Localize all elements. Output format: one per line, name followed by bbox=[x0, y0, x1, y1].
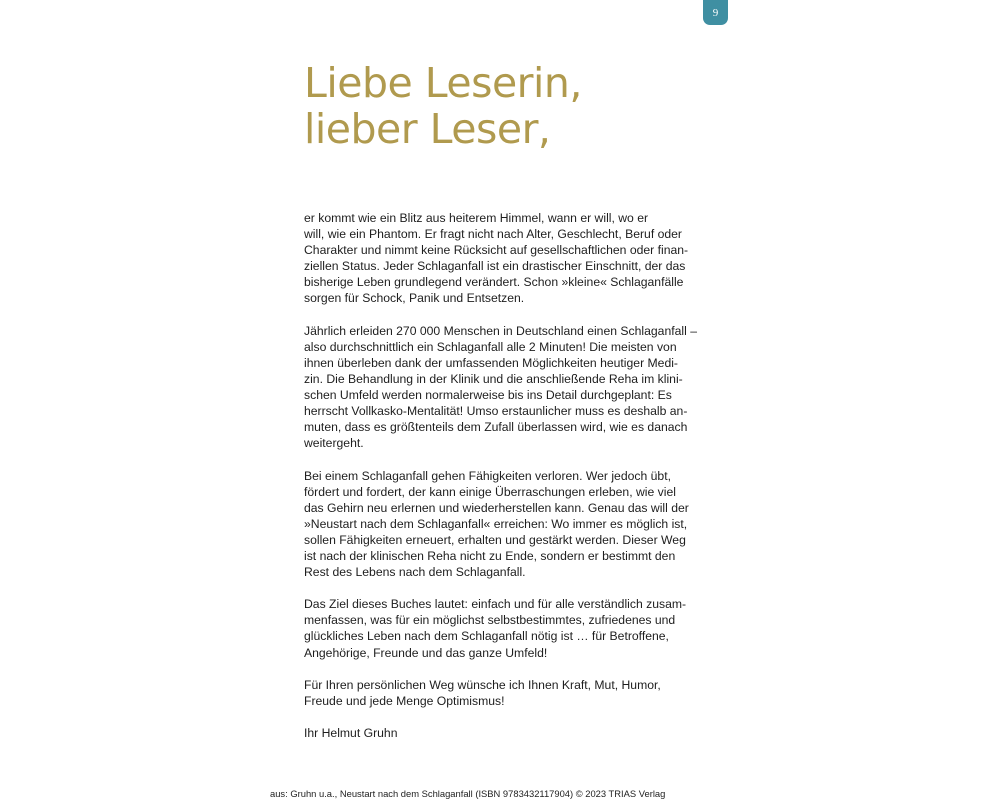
text-line: ist nach der klinischen Reha nicht zu Ende, sondern er bestimmt den bbox=[304, 548, 676, 563]
text-line: menfassen, was für ein möglichst selbstbestimmtes, zufriedenes und bbox=[304, 613, 676, 628]
letter-body bbox=[304, 210, 696, 741]
text-line: Angehörige, Freunde und das ganze Umfeld! bbox=[304, 645, 548, 660]
text-line: das Gehirn neu erlernen und wiederherstellen kann. Genau das will der bbox=[304, 500, 689, 515]
text-line: Jährlich erleiden 270 000 Menschen in Deutschland einen Schlaganfall – bbox=[304, 323, 697, 338]
text-line: ihnen überleben dank der umfassenden Möglichkeiten heutiger Medi- bbox=[304, 355, 678, 370]
source-citation: aus: Gruhn u.a., Neustart nach dem Schlaganfall (ISBN 9783432117904) © 2023 TRIAS Verlag bbox=[270, 788, 666, 799]
title-line-2: lieber Leser, bbox=[304, 105, 551, 153]
page-number-badge: 9 bbox=[703, 0, 728, 25]
text-line: Rest des Lebens nach dem Schlaganfall. bbox=[304, 565, 526, 580]
page-title bbox=[304, 60, 582, 152]
paragraph-3 bbox=[304, 468, 696, 581]
text-line: Freude und jede Menge Optimismus! bbox=[304, 693, 505, 708]
text-line: »Neustart nach dem Schlaganfall« erreichen: Wo immer es möglich ist, bbox=[304, 516, 688, 531]
text-line: ziellen Status. Jeder Schlaganfall ist ein drastischer Einschnitt, der das bbox=[304, 259, 686, 274]
text-line: herrscht Vollkasko-Mentalität! Umso erstaunlicher muss es deshalb an- bbox=[304, 404, 688, 419]
paragraph-5 bbox=[304, 677, 696, 709]
text-line: Das Ziel dieses Buches lautet: einfach und für alle verständlich zusam- bbox=[304, 597, 687, 612]
text-line: Für Ihren persönlichen Weg wünsche ich Ihnen Kraft, Mut, Humor, bbox=[304, 677, 661, 692]
text-line: will, wie ein Phantom. Er fragt nicht nach Alter, Geschlecht, Beruf oder bbox=[304, 227, 682, 242]
paragraph-4 bbox=[304, 596, 696, 660]
text-line: weitergeht. bbox=[304, 436, 364, 451]
paragraph-2 bbox=[304, 323, 696, 452]
text-line: fördert und fordert, der kann einige Überraschungen erleben, wie viel bbox=[304, 484, 676, 499]
text-line: glückliches Leben nach dem Schlaganfall nötig ist … für Betroffene, bbox=[304, 629, 669, 644]
text-line: also durchschnittlich ein Schlaganfall alle 2 Minuten! Die meisten von bbox=[304, 339, 677, 354]
text-line: bisherige Leben grundlegend verändert. Schon »kleine« Schlaganfälle bbox=[304, 275, 684, 290]
text-line: sorgen für Schock, Panik und Entsetzen. bbox=[304, 291, 525, 306]
title-line-1: Liebe Leserin, bbox=[304, 59, 582, 107]
text-line: muten, dass es größtenteils dem Zufall überlassen wird, wie es danach bbox=[304, 420, 688, 435]
signature bbox=[304, 725, 696, 741]
text-line: Charakter und nimmt keine Rücksicht auf gesellschaftlichen oder finan- bbox=[304, 243, 689, 258]
text-line: zin. Die Behandlung in der Klinik und die anschließende Reha im klini- bbox=[304, 371, 683, 386]
text-line: schen Umfeld werden normalerweise bis ins Detail durchgeplant: Es bbox=[304, 388, 672, 403]
paragraph-1 bbox=[304, 210, 696, 307]
text-line: sollen Fähigkeiten erneuert, erhalten und gestärkt werden. Dieser Weg bbox=[304, 532, 686, 547]
text-line: er kommt wie ein Blitz aus heiterem Himmel, wann er will, wo er bbox=[304, 211, 649, 225]
text-line: Bei einem Schlaganfall gehen Fähigkeiten verloren. Wer jedoch übt, bbox=[304, 468, 671, 483]
signature-line: Ihr Helmut Gruhn bbox=[304, 726, 398, 740]
